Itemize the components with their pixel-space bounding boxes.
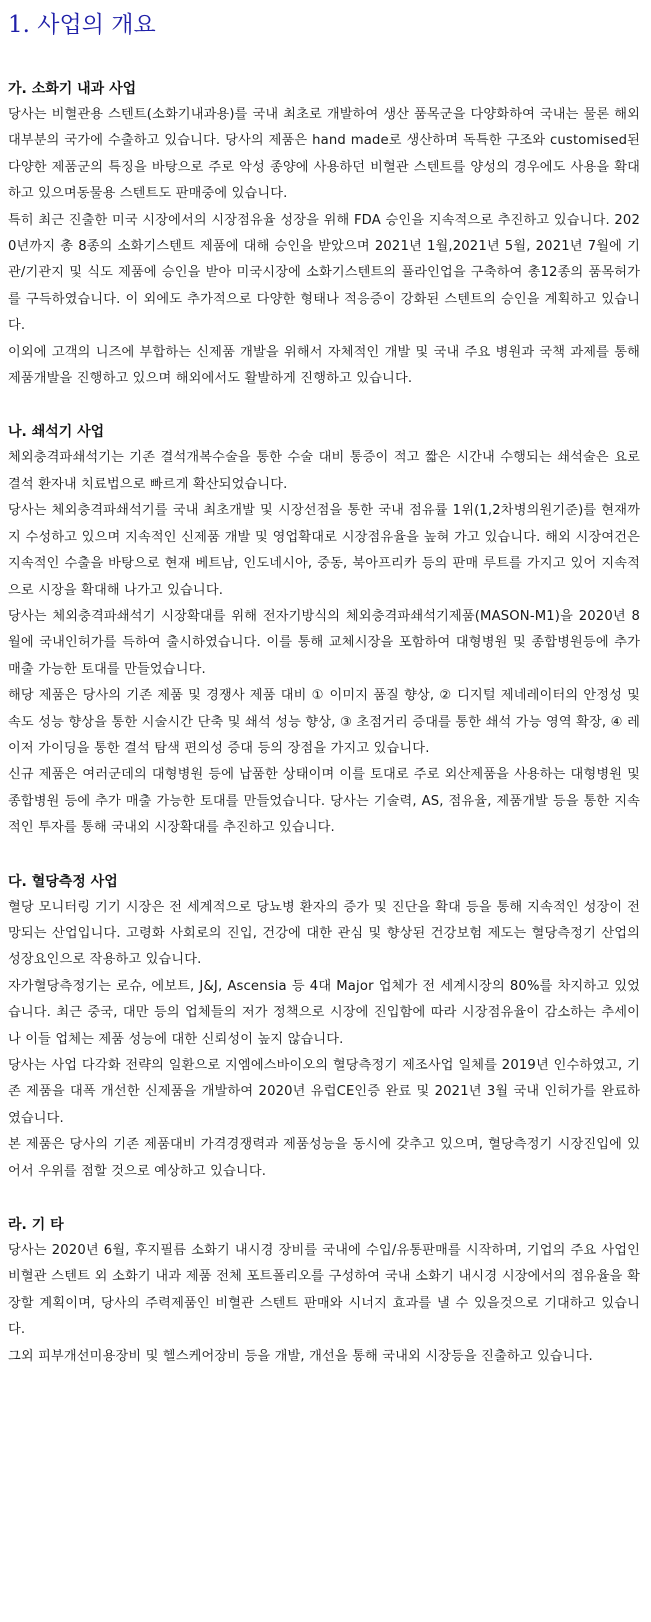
paragraph: 체외충격파쇄석기는 기존 결석개복수술을 통한 수술 대비 통증이 적고 짧은 시간내 수행되는 쇄석술은 요로결석 환자내 치료법으로 빠르게 확산되었습니다. [8, 450, 640, 492]
document-title: 1. 사업의 개요 [8, 12, 156, 38]
paragraph: 자가혈당측정기는 로슈, 에보트, J&J, Ascensia 등 4대 Major 업체가 전 세계시장의 80%를 차지하고 있었습니다. 최근 중국, 대만 등의 업체들의 저가 정책으로 시장에 진입함에 따라 시장점유율이 감소하는 추세이나 이들 업체는 제품 성능에 대한 신뢰성이 높지 않습니다. [8, 978, 640, 1047]
paragraph: 특히 최근 진출한 미국 시장에서의 시장점유율 성장을 위해 FDA 승인을 지속적으로 추진하고 있습니다. 2020년까지 총 8종의 소화기스텐트 제품에 대해 승인을 받았으며 2021년 1월,2021년 5월, 2021년 7월에 기관/기관지 및 식도 제품에 승인을 받아 미국시장에 소화기스텐트의 풀라인업을 구축하여 총12종의 품목허가를 구득하였습니다. 이 외에도 추가적으로 다양한 형태나 적응증이 강화된 스텐트의 승인을 계획하고 있습니다. [8, 212, 640, 334]
paragraph: 혈당 모니터링 기기 시장은 전 세계적으로 당뇨병 환자의 증가 및 진단을 확대 등을 통해 지속적인 성장이 전망되는 산업입니다. 고령화 사회로의 진입, 건강에 대한 관심 및 향상된 건강보험 제도는 혈당측정기 산업의 성장요인으로 작용하고 있습니다. [8, 899, 640, 968]
paragraph: 해당 제품은 당사의 기존 제품 및 경쟁사 제품 대비 ① 이미지 품질 향상, ② 디지털 제네레이터의 안정성 및 속도 성능 향상을 통한 시술시간 단축 및 쇄석 성능 향상, ③ 초점거리 증대를 통한 쇄석 가능 영역 확장, ④ 레이저 가이딩을 통한 결석 탐색 편의성 증대 등의 장점을 가지고 있습니다. [8, 688, 640, 756]
paragraph: 당사는 사업 다각화 전략의 일환으로 지엠에스바이오의 혈당측정기 제조사업 일체를 2019년 인수하였고, 기존 제품을 대폭 개선한 신제품을 개발하여 2020년 유럽CE인증 완료 및 2021년 3월 국내 인허가를 완료하였습니다. [8, 1058, 640, 1126]
paragraph: 본 제품은 당사의 기존 제품대비 가격경쟁력과 제품성능을 동시에 갖추고 있으며, 혈당측정기 시장진입에 있어서 우위를 점할 것으로 예상하고 있습니다. [8, 1137, 640, 1179]
section-other [8, 1212, 640, 1370]
paragraph: 당사는 체외충격파쇄석기 시장확대를 위해 전자기방식의 체외충격파쇄석기제품(MASON-M1)을 2020년 8월에 국내인허가를 득하여 출시하였습니다. 이를 통해 교체시장을 포함하여 대형병원 및 종합병원등에 추가 매출 가능한 토대를 만들었습니다. [8, 608, 640, 677]
paragraph: 당사는 체외충격파쇄석기를 국내 최초개발 및 시장선점을 통한 국내 점유률 1위(1,2차병의원기준)를 현재까지 수성하고 있으며 지속적인 신제품 개발 및 영업확대로 시장점유율을 높혀 가고 있습니다. 해외 시장여건은 지속적인 수출을 바탕으로 현재 베트남, 인도네시아, 중동, 북아프리카 등의 판매 루트를 가지고 있어 지속적으로 시장을 확대해 나가고 있습니다. [8, 503, 640, 598]
section-heading: 나. 쇄석기 사업 [8, 424, 105, 441]
section-glucose [8, 869, 640, 1185]
section-heading: 다. 혈당측정 사업 [8, 873, 118, 890]
section-lithotripter [8, 419, 640, 841]
section-gastro [8, 76, 640, 392]
paragraph: 그외 피부개선미용장비 및 헬스케어장비 등을 개발, 개선을 통해 국내외 시장등을 진출하고 있습니다. [8, 1348, 593, 1364]
paragraph: 당사는 2020년 6월, 후지필름 소화기 내시경 장비를 국내에 수입/유통판매를 시작하며, 기업의 주요 사업인 비혈관 스텐트 외 소화기 내과 제품 전체 포트폴리오를 구성하여 국내 소화기 내시경 시장에서의 점유율을 확장할 계획이며, 당사의 주력제품인 비혈관 스텐트 판매와 시너지 효과를 낼 수 있을것으로 기대하고 있습니다. [8, 1243, 640, 1338]
paragraph: 이외에 고객의 니즈에 부합하는 신제품 개발을 위해서 자체적인 개발 및 국내 주요 병원과 국책 과제를 통해 제품개발을 진행하고 있으며 해외에서도 활발하게 진행하고 있습니다. [8, 344, 640, 387]
section-heading: 라. 기 타 [8, 1217, 64, 1234]
section-heading: 가. 소화기 내과 사업 [8, 81, 137, 97]
document [8, 0, 640, 1370]
paragraph: 신규 제품은 여러군데의 대형병원 등에 납품한 상태이며 이를 토대로 주로 외산제품을 사용하는 대형병원 및 종합병원 등에 추가 매출 가능한 토대를 만들었습니다. 당사는 기술력, AS, 점유율, 제품개발 등을 통한 지속적인 투자를 통해 국내외 시장확대를 추진하고 있습니다. [8, 767, 640, 836]
paragraph: 당사는 비혈관용 스텐트(소화기내과용)를 국내 최초로 개발하여 생산 품목군을 다양화하여 국내는 물론 해외 대부분의 국가에 수출하고 있습니다. 당사의 제품은 hand made로 생산하며 독특한 구조와 customised된 다양한 제품군의 특징을 바탕으로 주로 악성 종양에 사용하던 비혈관 스텐트를 양성의 경우에도 사용을 확대 하고 있으며동물용 스텐트도 판매중에 있습니다. [8, 107, 640, 202]
